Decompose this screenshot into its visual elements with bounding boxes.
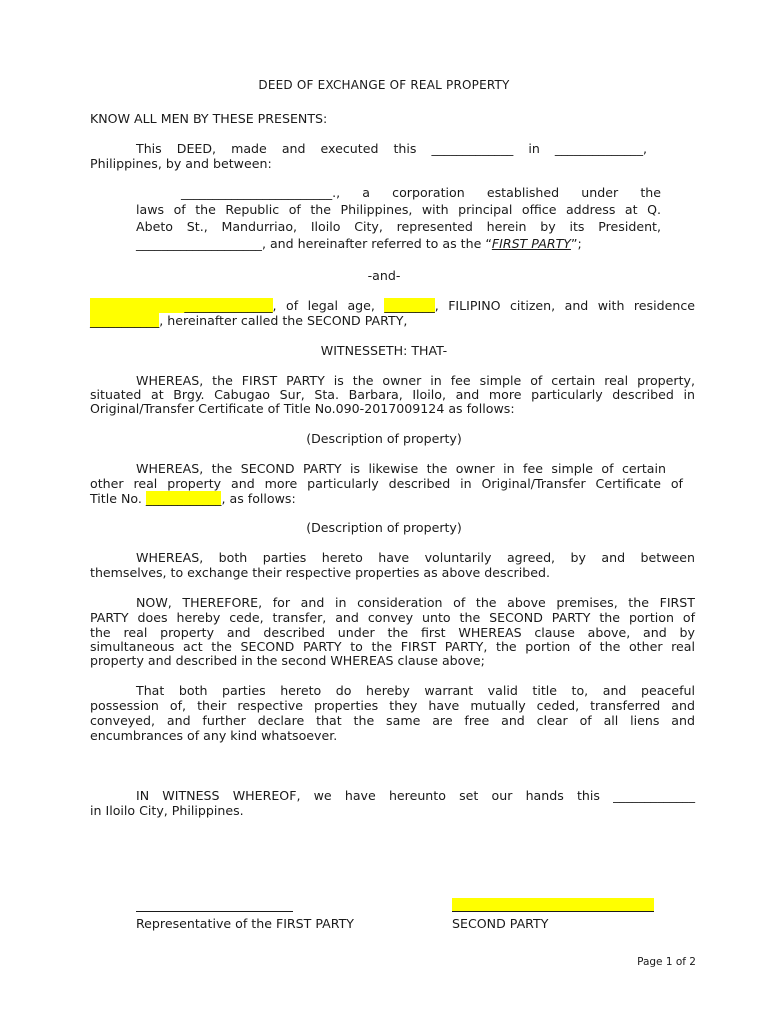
- now-therefore-line3: the real property and described under the first WHEREAS clause above, and by: [90, 625, 695, 640]
- whereas2-line1: WHEREAS, the SECOND PARTY is likewise the owner in fee simple of certain: [136, 461, 666, 476]
- first-party-signature-label: Representative of the FIRST PARTY: [136, 916, 354, 931]
- second-party-name-blank: ______________: [184, 298, 273, 313]
- p1-line2: Philippines, by and between:: [90, 156, 272, 171]
- second-party-line1: [90, 298, 695, 313]
- witness-line1: IN WITNESS WHEREOF, we have hereunto set our hands this _____________: [136, 788, 695, 803]
- intro-line: KNOW ALL MEN BY THESE PRESENTS:: [90, 111, 328, 126]
- first-party-line4-pre: ____________________, and hereinafter referred to as the “: [136, 236, 492, 251]
- document-title: DEED OF EXCHANGE OF REAL PROPERTY: [258, 78, 510, 92]
- description-1: (Description of property): [306, 431, 462, 446]
- second-party-citizen-blank: ________: [384, 298, 435, 313]
- first-party-label: FIRST PARTY: [491, 236, 571, 251]
- first-party-line2: laws of the Republic of the Philippines, with principal office address at Q.: [136, 202, 661, 217]
- whereas1-line2: situated at Brgy. Cabugao Sur, Sta. Barbara, Iloilo, and more particularly described in: [90, 387, 695, 402]
- first-party-line3: Abeto St., Mandurriao, Iloilo City, represented herein by its President,: [136, 219, 661, 234]
- now-therefore-line2: PARTY does hereby cede, transfer, and convey unto the SECOND PARTY the portion of: [90, 610, 695, 625]
- whereas2-line3: [90, 491, 296, 506]
- warrant-line2: possession of, their respective properties they have mutually ceded, transferred and: [90, 698, 695, 713]
- second-party-called-text: , hereinafter called the SECOND PARTY,: [159, 313, 408, 328]
- warrant-line4: encumbrances of any kind whatsoever.: [90, 728, 338, 743]
- second-party-age-text: , of legal age,: [272, 298, 385, 313]
- now-therefore-line4: simultaneous act the SECOND PARTY to the FIRST PARTY, the portion of the other real: [90, 639, 695, 654]
- and-separator: -and-: [367, 268, 401, 283]
- first-party-line4: [136, 236, 582, 251]
- title-number-blank: ____________: [145, 491, 222, 506]
- second-party-signature-label: SECOND PARTY: [452, 916, 549, 931]
- first-party-signature-line: [136, 911, 293, 912]
- page-number: Page 1 of 2: [637, 956, 696, 968]
- first-party-line4-post: ”;: [570, 236, 582, 251]
- whereas2-line2: other real property and more particularly described in Original/Transfer Certificate of: [90, 476, 683, 491]
- warrant-line3: conveyed, and further declare that the same are free and clear of all liens and: [90, 713, 695, 728]
- p1-line1: This DEED, made and executed this _____________ in ______________,: [136, 141, 647, 156]
- witnesseth-heading: WITNESSETH: THAT-: [320, 343, 448, 358]
- whereas3-line2: themselves, to exchange their respective properties as above described.: [90, 565, 550, 580]
- whereas2-line3-pre: Title No.: [90, 491, 146, 506]
- second-party-signature-line: [452, 898, 654, 912]
- second-party-residence-blank: ___________: [90, 313, 160, 328]
- witness-line2: in Iloilo City, Philippines.: [90, 803, 244, 818]
- second-party-line2: [90, 313, 407, 328]
- whereas1-line1: WHEREAS, the FIRST PARTY is the owner in fee simple of certain real property,: [136, 373, 695, 388]
- highlight-indent: [90, 298, 184, 313]
- first-party-line1: ________________________., a corporation established under the: [181, 185, 661, 200]
- description-2: (Description of property): [306, 520, 462, 535]
- now-therefore-line5: property and described in the second WHEREAS clause above;: [90, 653, 485, 668]
- whereas2-line3-post: , as follows:: [221, 491, 296, 506]
- now-therefore-line1: NOW, THEREFORE, for and in consideration of the above premises, the FIRST: [136, 595, 695, 610]
- warrant-line1: That both parties hereto do hereby warrant valid title to, and peaceful: [136, 683, 695, 698]
- whereas1-line3: Original/Transfer Certificate of Title No.090-2017009124 as follows:: [90, 401, 515, 416]
- whereas3-line1: WHEREAS, both parties hereto have voluntarily agreed, by and between: [136, 550, 695, 565]
- second-party-citizen-text: , FILIPINO citizen, and with residence: [434, 298, 695, 313]
